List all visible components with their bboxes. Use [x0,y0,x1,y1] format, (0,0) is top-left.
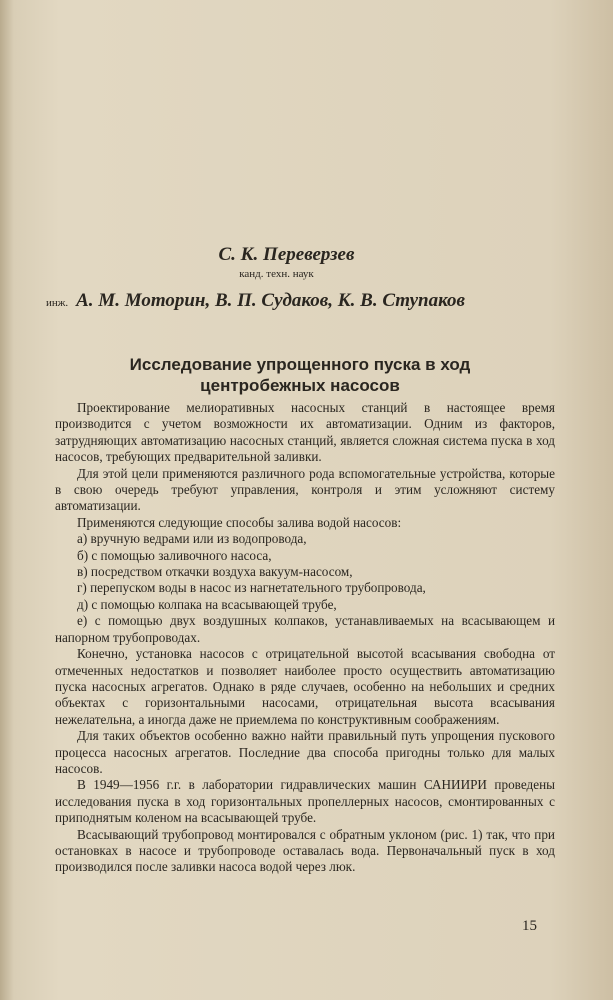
authors-prefix: инж. [46,297,69,309]
paragraph: В 1949—1956 г.г. в лаборатории гидравлических машин САНИИРИ проведены исследования пуска в ход горизонтальных пропеллерных насосов, смонтированных с приподнятым коленом на всасывающей трубе. [55,777,555,826]
paragraph: Для таких объектов особенно важно найти правильный путь упрощения пускового процесса насосных агрегатов. Последние два способа пригодны только для малых насосов. [55,728,555,776]
paragraph: Проектирование мелиоративных насосных станций в настоящее время производится с учетом возможности их автоматизации. Одним из факторов, затрудняющих автоматизацию насосных станций, является сложная система пуска в ход насосов, требующих предварительной заливки. [55,400,555,465]
title-line-1: Исследование упрощенного пуска в ход [129,355,471,374]
list-item: а) вручную ведрами или из водопровода, [77,531,307,547]
paragraph: Конечно, установка насосов с отрицательной высотой всасывания свободна от отмеченных недостатков и позволяет наиболее просто осуществить автоматизацию пуска насосных агрегатов. Однако в ряде случаев, особенно на небольших и средних объектах с горизонтальными насосами, отрицательная высота всасывания нежелательна, а иногда даже не приемлема по конструктивным соображениям. [55,646,555,727]
list-item: в) посредством откачки воздуха вакуум-насосом, [77,564,353,580]
author-name-1: С. К. Переверзев [218,244,355,265]
paragraph: Всасывающий трубопровод монтировался с обратным уклоном (рис. 1) так, что при остановках в насосе и трубопроводе оставалась вода. Первоначальный пуск в ход производился после заливки насоса водой через люк. [55,826,555,875]
article-body [55,400,555,876]
article-title [60,354,540,396]
list-item: г) перепуском воды в насос из нагнетательного трубопровода, [77,580,426,596]
list-item: е) с помощью двух воздушных колпаков, устанавливаемых на всасывающем и напорном трубопроводах. [55,613,555,645]
author-names-2: А. М. Моторин, В. П. Судаков, К. В. Ступаков [76,290,465,311]
paragraph: Применяются следующие способы залива водой насосов: [77,514,402,530]
list-item: б) с помощью заливочного насоса, [77,547,272,563]
title-line-2: центробежных насосов [200,376,400,395]
paragraph: Для этой цели применяются различного рода вспомогательные устройства, которые в свою очередь требуют управления, контроля и этим усложняют систему автоматизации. [55,465,555,514]
page-number: 15 [522,918,537,934]
author-degree: канд. техн. наук [239,268,314,280]
list-item: д) с помощью колпака на всасывающей трубе, [77,596,337,612]
authors-line-2 [0,290,465,312]
